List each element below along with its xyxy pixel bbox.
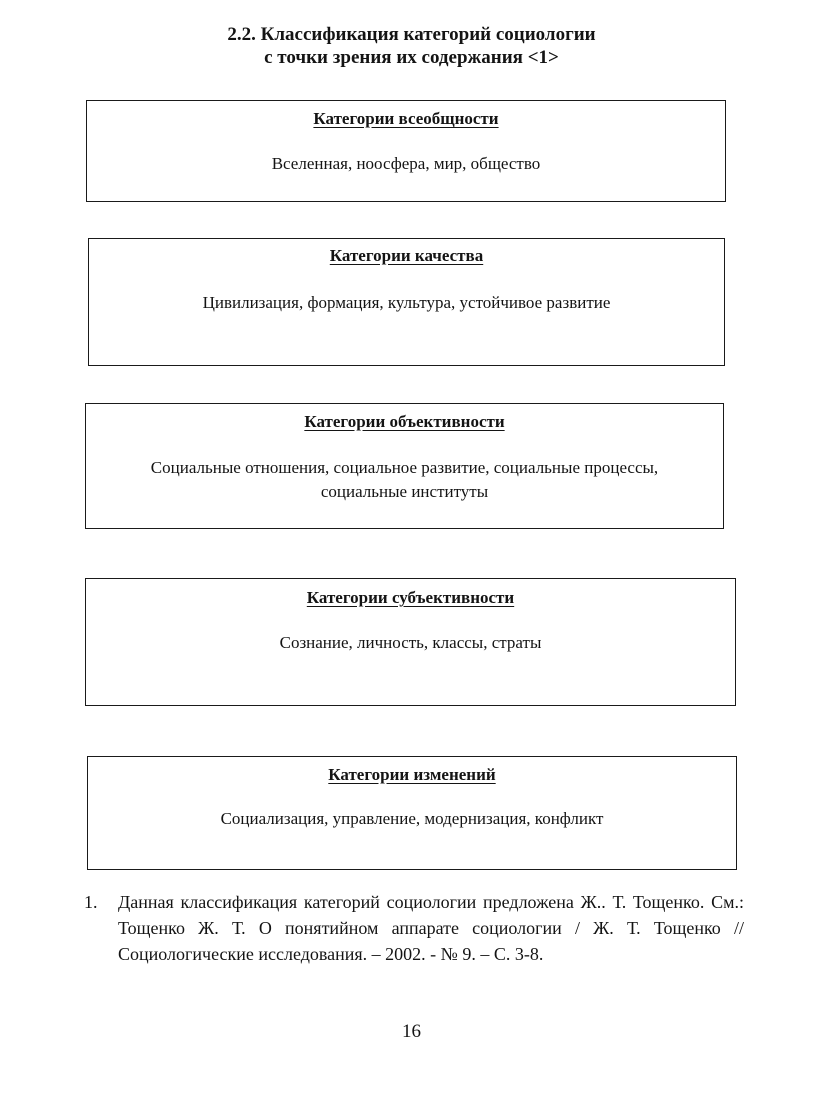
category-heading: Категории всеобщности (313, 109, 499, 128)
category-heading: Категории изменений (328, 765, 496, 784)
category-box-subjectivity (85, 578, 736, 706)
page-number: 16 (402, 1021, 421, 1042)
category-box-objectivity (85, 403, 724, 529)
category-box-changes (87, 756, 737, 870)
category-content-line: Социализация, управление, модернизация, конфликт (220, 809, 604, 828)
category-content-line: Цивилизация, формация, культура, устойчивое развитие (202, 293, 611, 312)
category-content-line: социальные институты (320, 482, 489, 501)
category-content (88, 807, 736, 831)
category-content-line: Социальные отношения, социальное развитие, социальные процессы, (150, 458, 659, 477)
page-title-line-2: с точки зрения их содержания <1> (264, 47, 559, 68)
category-box-universality (86, 100, 726, 202)
category-box-quality (88, 238, 725, 366)
category-content-line: Вселенная, ноосфера, мир, общество (271, 154, 541, 173)
footnote-text: Данная классификация категорий социологии предложена Ж.. Т. Тощенко. См.: Тощенко Ж. Т. О понятийном аппарате социологии / Ж. Т. Тощенко // Социологические исследования. – 2002. - № 9. – С. 3-8. (118, 892, 744, 964)
category-content (87, 152, 725, 176)
category-content (86, 456, 723, 504)
category-content-line: Сознание, личность, классы, страты (279, 633, 542, 652)
category-heading: Категории объективности (304, 412, 505, 431)
footnote-number: 1. (84, 892, 98, 912)
category-content (86, 631, 735, 655)
category-content (89, 291, 724, 315)
category-heading: Категории субъективности (306, 588, 515, 607)
category-heading: Категории качества (329, 246, 484, 265)
page-title-line-1: 2.2. Классификация категорий социологии (227, 24, 596, 45)
